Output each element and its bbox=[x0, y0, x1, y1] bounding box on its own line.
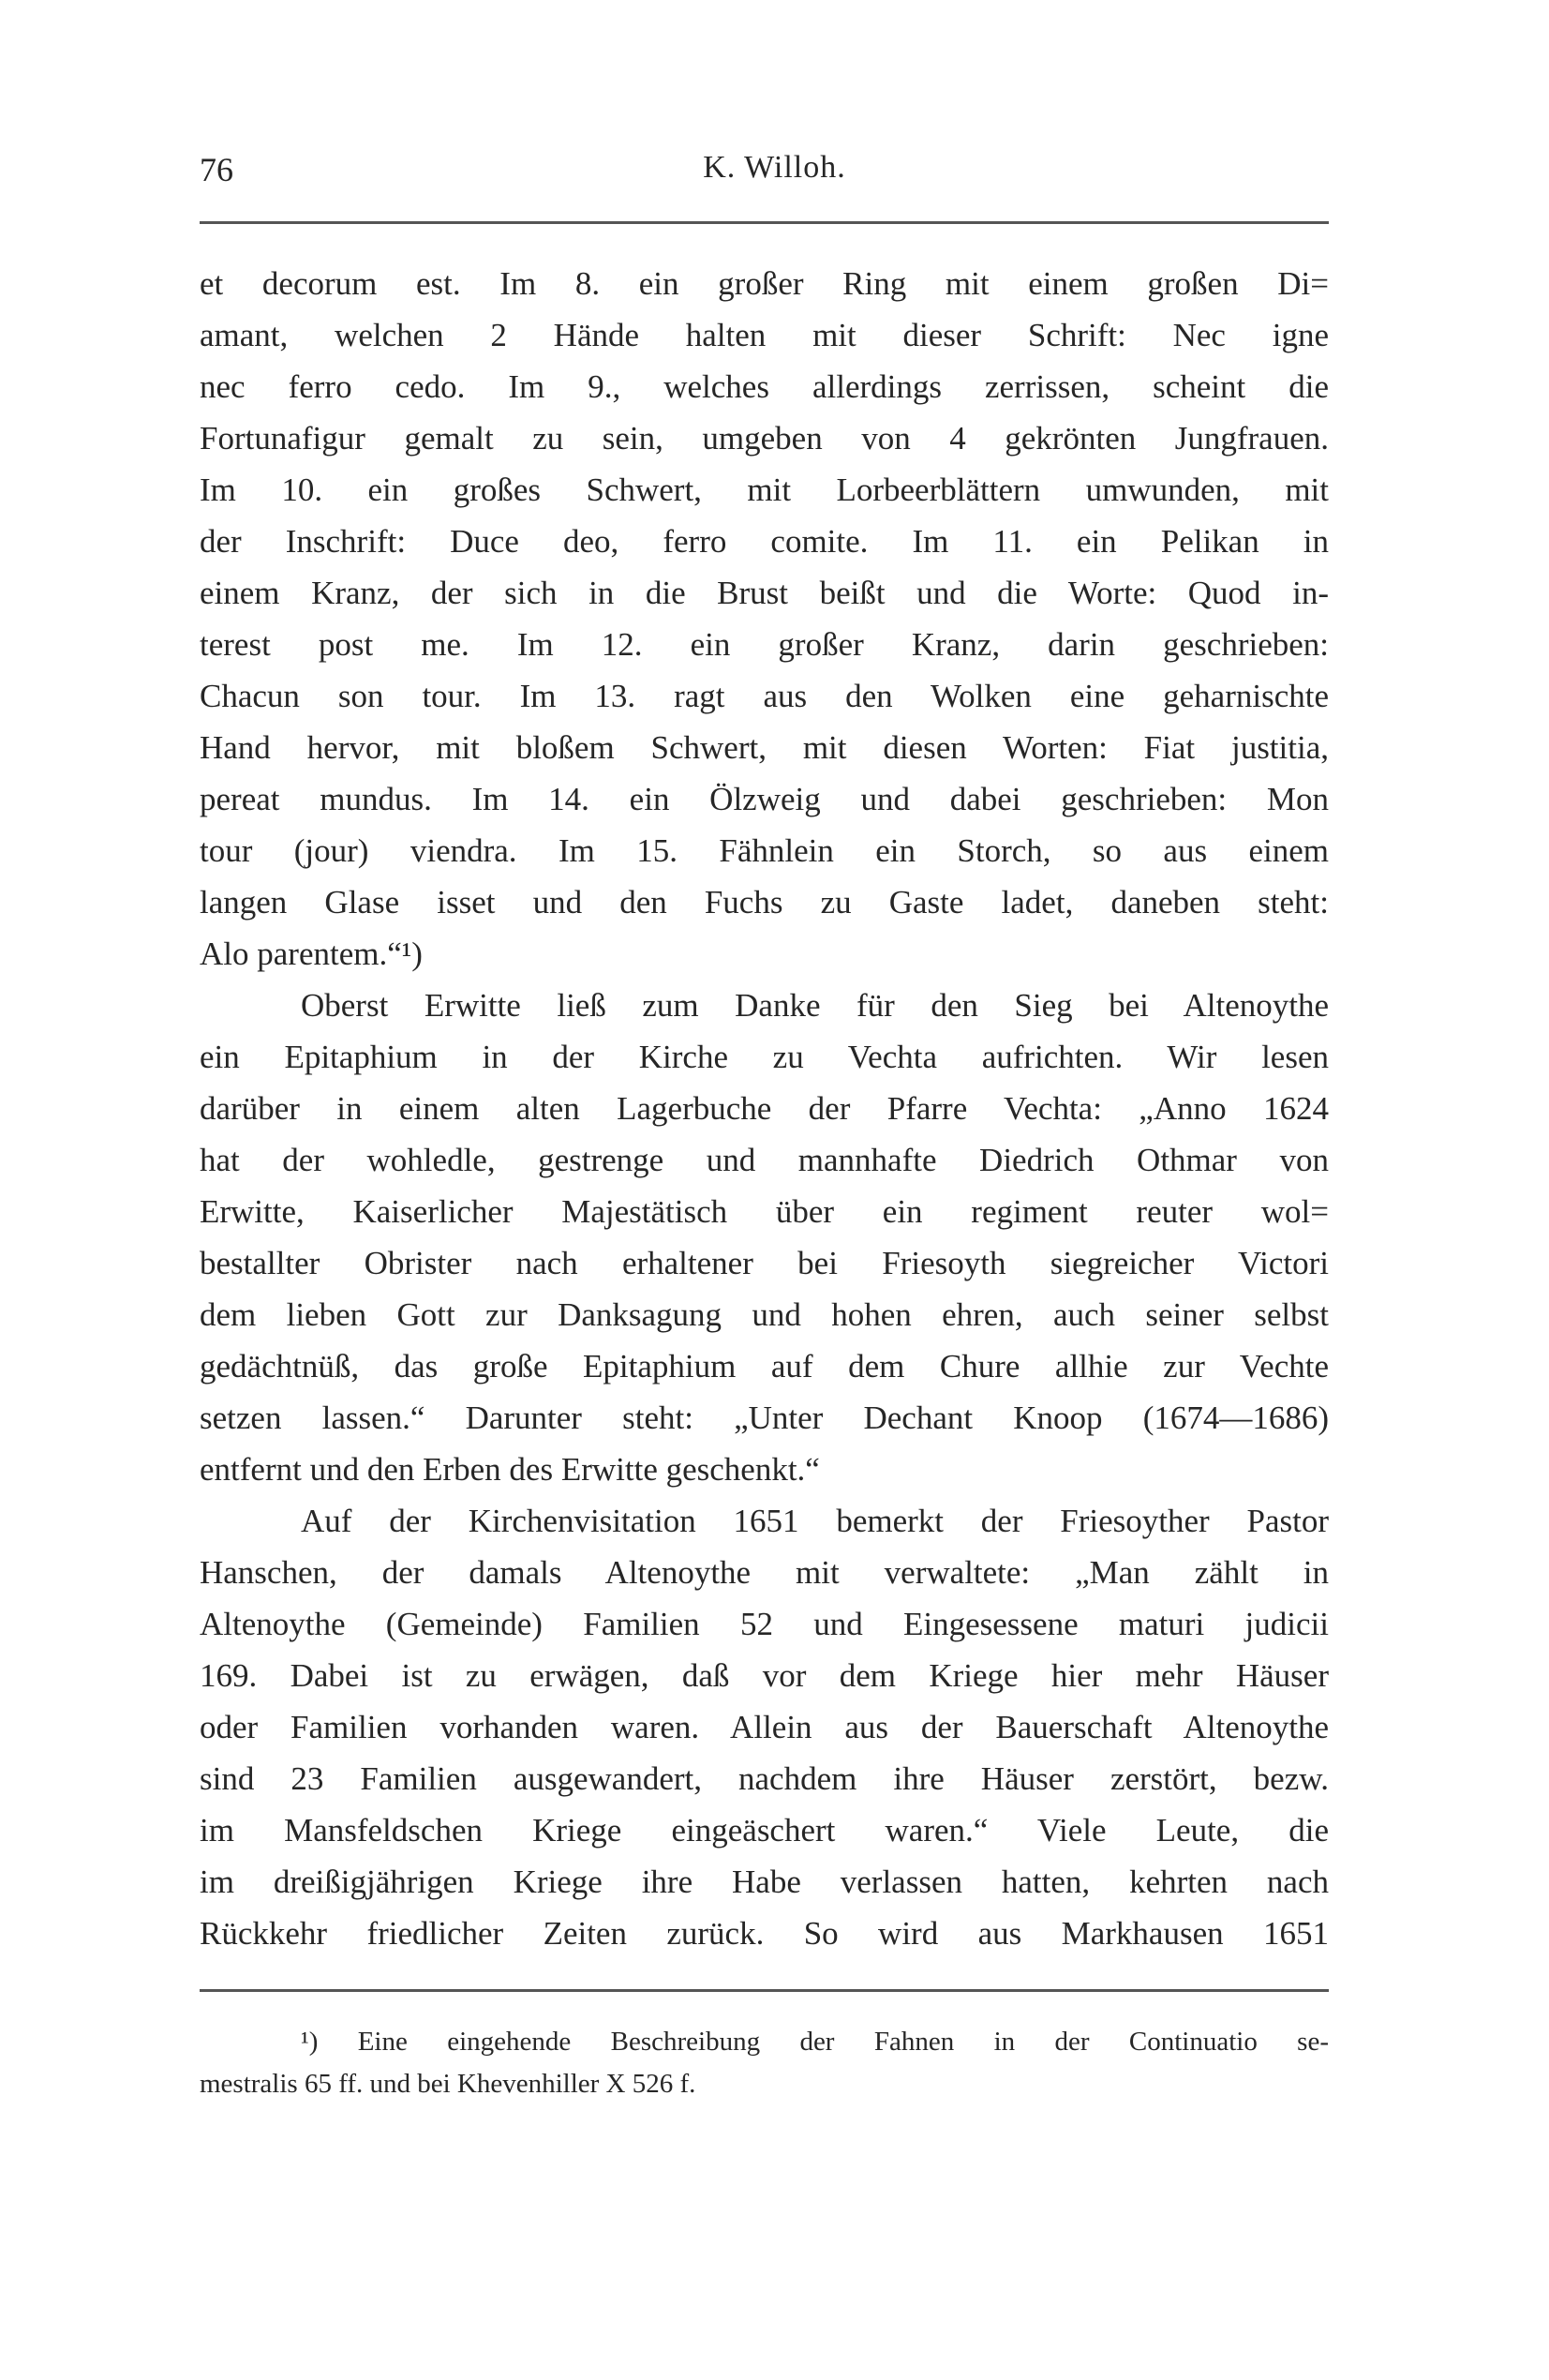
footnotes bbox=[200, 2021, 1329, 2105]
text-line: oder Familien vorhanden waren. Allein aus der Bauerschaft Altenoythe bbox=[200, 1709, 1329, 1745]
text-line: hat der wohledle, gestrenge und mannhafte Diedrich Othmar von bbox=[200, 1142, 1329, 1178]
footnote-line: mestralis 65 ff. und bei Khevenhiller X 526 f. bbox=[200, 2069, 696, 2099]
text-line: terest post me. Im 12. ein großer Kranz, darin geschrieben: bbox=[200, 626, 1329, 663]
text-line: entfernt und den Erben des Erwitte geschenkt.“ bbox=[200, 1451, 820, 1488]
text-line: Oberst Erwitte ließ zum Danke für den Sieg bei Altenoythe bbox=[301, 987, 1329, 1024]
text-line: et decorum est. Im 8. ein großer Ring mit einem großen Di= bbox=[200, 265, 1329, 302]
footnote-line: ¹) Eine eingehende Beschreibung der Fahnen in der Continuatio se- bbox=[301, 2027, 1329, 2057]
text-line: Alo parentem.“¹) bbox=[200, 936, 423, 972]
text-line: gedächtnüß, das große Epitaphium auf dem Chure allhie zur Vechte bbox=[200, 1348, 1329, 1385]
text-line: langen Glase isset und den Fuchs zu Gaste ladet, daneben steht: bbox=[200, 884, 1329, 921]
text-line: Hand hervor, mit bloßem Schwert, mit diesen Worten: Fiat justitia, bbox=[200, 729, 1329, 766]
text-line: Fortunafigur gemalt zu sein, umgeben von 4 gekrönten Jungfrauen. bbox=[200, 420, 1329, 457]
footnote-rule bbox=[200, 1989, 1329, 1992]
text-line: Altenoythe (Gemeinde) Familien 52 und Eingesessene maturi judicii bbox=[200, 1606, 1329, 1642]
text-line: Hanschen, der damals Altenoythe mit verwaltete: „Man zählt in bbox=[200, 1554, 1329, 1591]
text-line: Rückkehr friedlicher Zeiten zurück. So wird aus Markhausen 1651 bbox=[200, 1915, 1329, 1952]
text-line: sind 23 Familien ausgewandert, nachdem ihre Häuser zerstört, bezw. bbox=[200, 1760, 1329, 1797]
text-line: dem lieben Gott zur Danksagung und hohen ehren, auch seiner selbst bbox=[200, 1296, 1329, 1333]
text-line: Erwitte, Kaiserlicher Majestätisch über ein regiment reuter wol= bbox=[200, 1193, 1329, 1230]
text-line: ein Epitaphium in der Kirche zu Vechta aufrichten. Wir lesen bbox=[200, 1039, 1329, 1075]
text-line: Chacun son tour. Im 13. ragt aus den Wolken eine geharnischte bbox=[200, 678, 1329, 714]
text-line: tour (jour) viendra. Im 15. Fähnlein ein Storch, so aus einem bbox=[200, 832, 1329, 869]
text-line: amant, welchen 2 Hände halten mit dieser Schrift: Nec igne bbox=[200, 317, 1329, 353]
page-number: 76 bbox=[200, 151, 233, 188]
text-line: pereat mundus. Im 14. ein Ölzweig und dabei geschrieben: Mon bbox=[200, 781, 1329, 817]
text-line: im dreißigjährigen Kriege ihre Habe verlassen hatten, kehrten nach bbox=[200, 1864, 1329, 1900]
text-line: darüber in einem alten Lagerbuche der Pfarre Vechta: „Anno 1624 bbox=[200, 1090, 1329, 1127]
text-line: Im 10. ein großes Schwert, mit Lorbeerblättern umwunden, mit bbox=[200, 472, 1329, 508]
text-line: 169. Dabei ist zu erwägen, daß vor dem Kriege hier mehr Häuser bbox=[200, 1657, 1329, 1694]
text-line: einem Kranz, der sich in die Brust beißt und die Worte: Quod in- bbox=[200, 575, 1329, 611]
header-rule bbox=[200, 221, 1329, 224]
text-line: bestallter Obrister nach erhaltener bei Friesoyth siegreicher Victori bbox=[200, 1245, 1329, 1281]
text-line: nec ferro cedo. Im 9., welches allerdings zerrissen, scheint die bbox=[200, 368, 1329, 405]
body-text bbox=[200, 258, 1329, 1959]
text-line: der Inschrift: Duce deo, ferro comite. Im 11. ein Pelikan in bbox=[200, 523, 1329, 560]
text-line: setzen lassen.“ Darunter steht: „Unter Dechant Knoop (1674—1686) bbox=[200, 1400, 1329, 1436]
running-title: K. Willoh. bbox=[703, 150, 846, 185]
text-line: Auf der Kirchenvisitation 1651 bemerkt der Friesoyther Pastor bbox=[301, 1503, 1329, 1539]
text-line: im Mansfeldschen Kriege eingeäschert waren.“ Viele Leute, die bbox=[200, 1812, 1329, 1849]
